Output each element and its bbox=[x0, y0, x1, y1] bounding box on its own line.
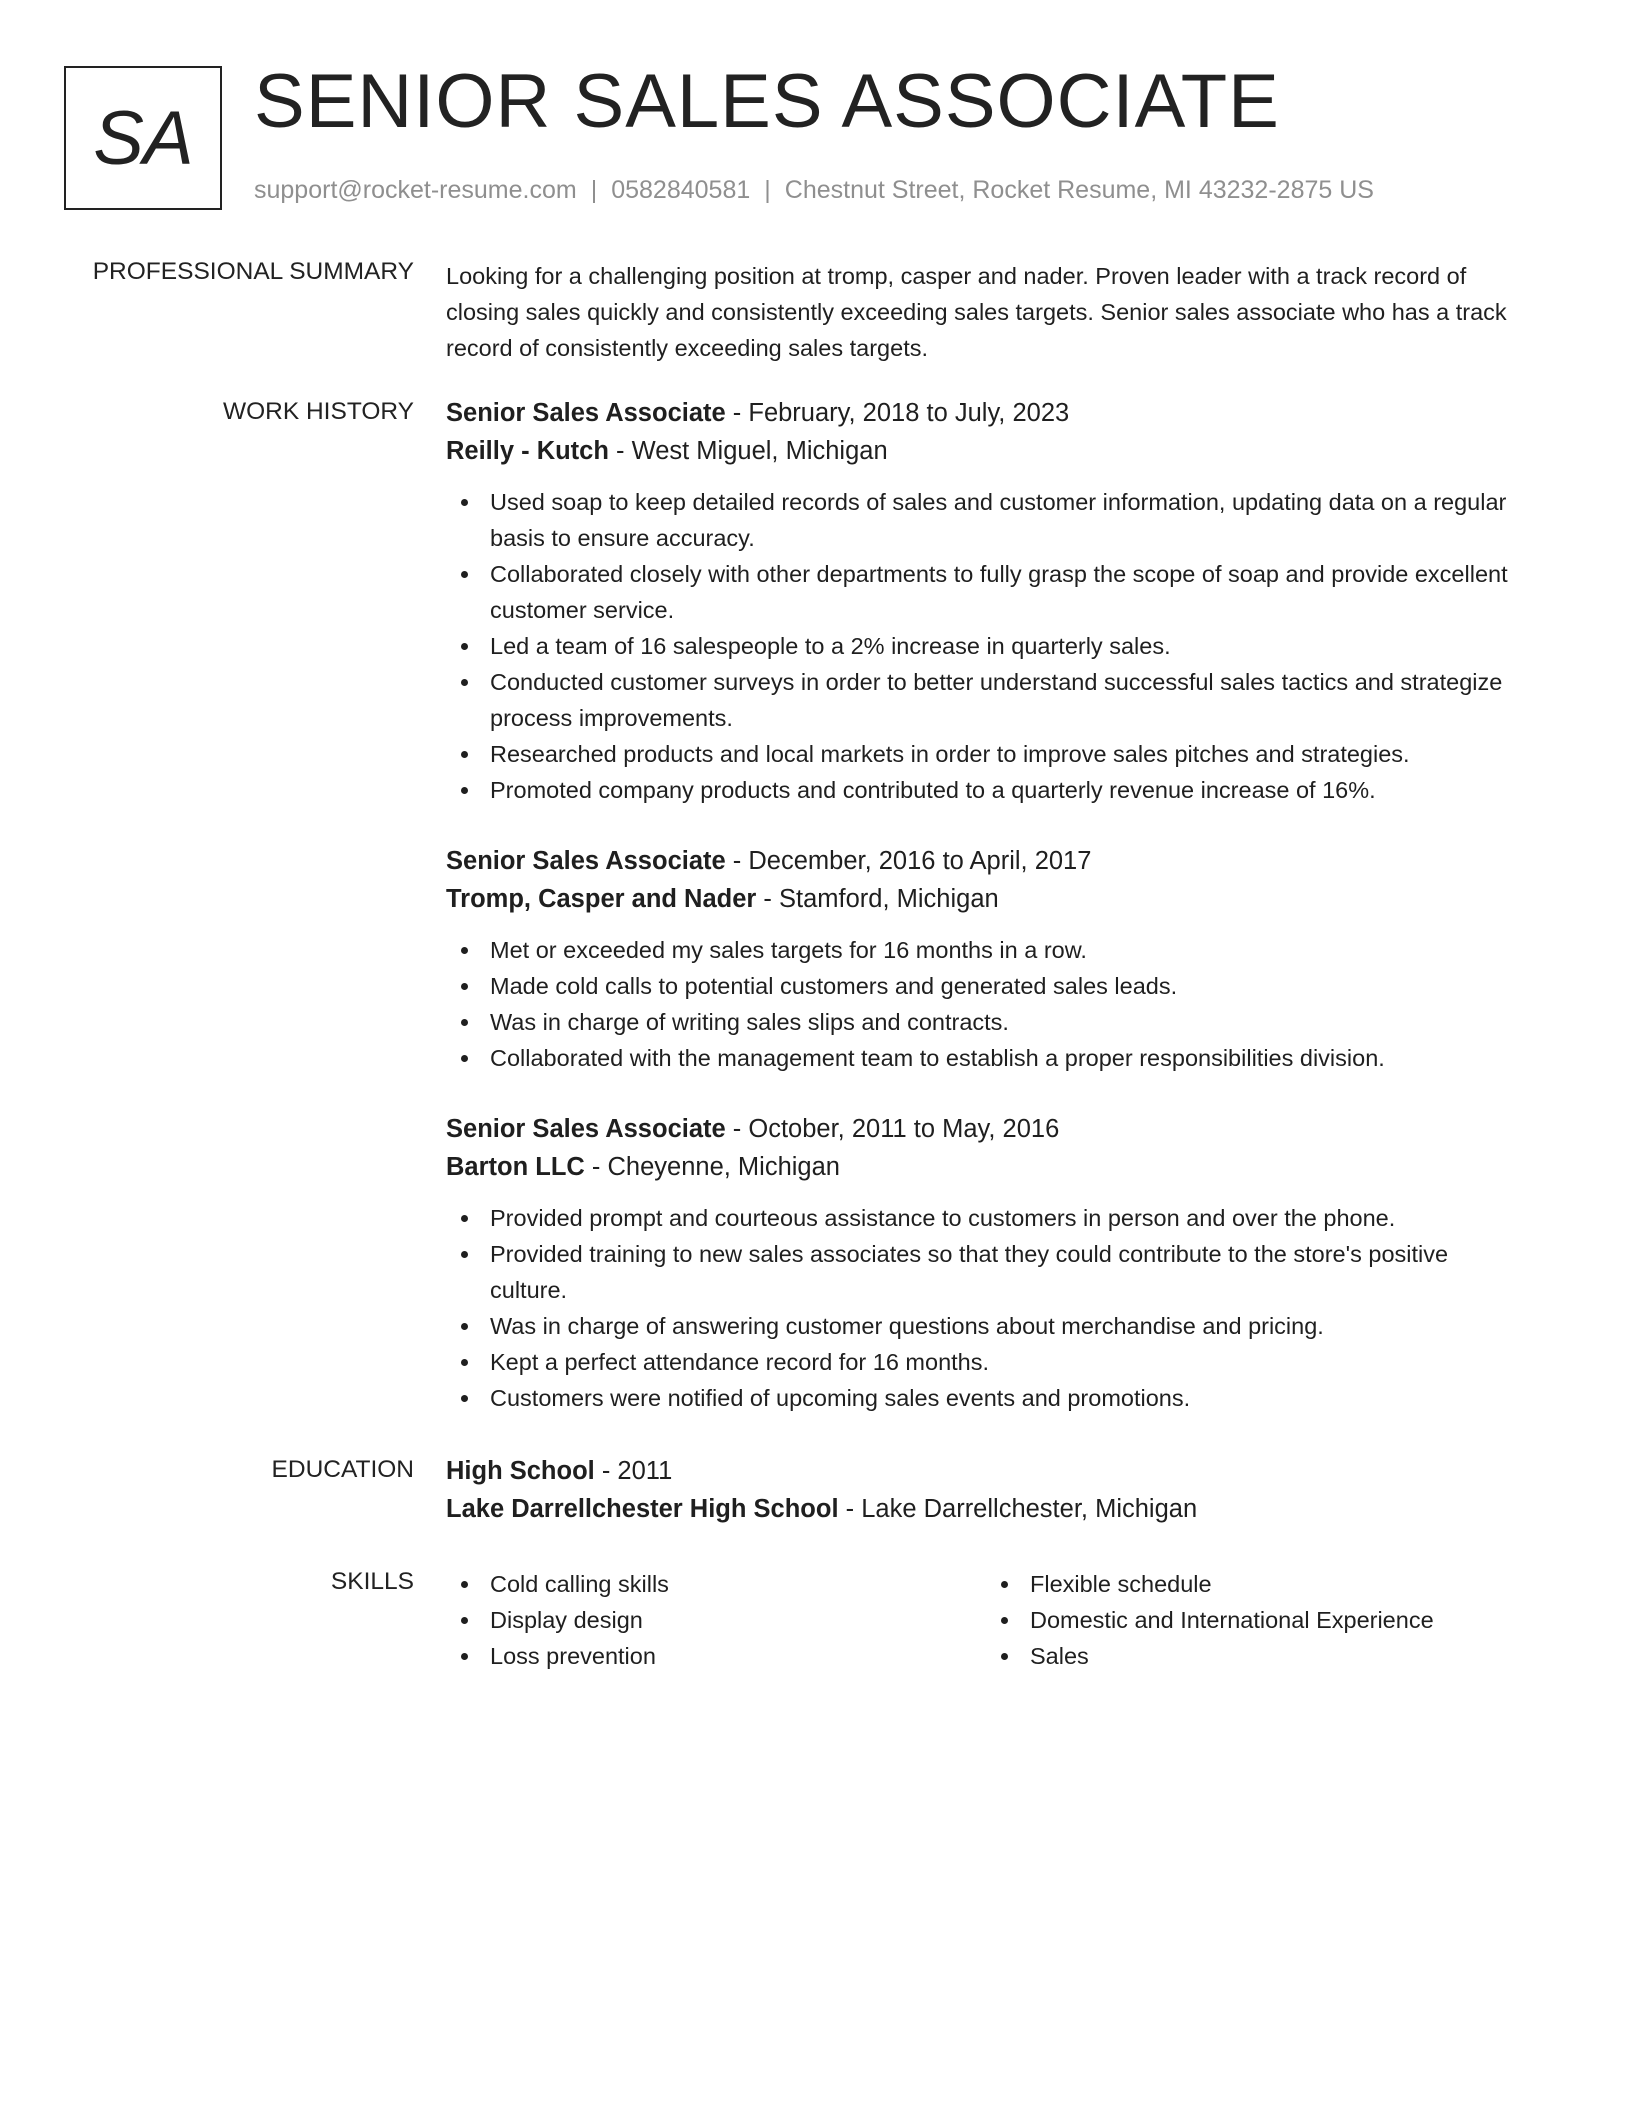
contact-separator: | bbox=[590, 176, 598, 204]
skills-column-left bbox=[446, 1566, 986, 1674]
job-entry bbox=[446, 394, 1526, 808]
skill-item: Loss prevention bbox=[446, 1638, 986, 1674]
job-location: - West Miguel, Michigan bbox=[608, 437, 888, 465]
skill-item: Domestic and International Experience bbox=[986, 1602, 1526, 1638]
job-location: - Cheyenne, Michigan bbox=[584, 1153, 840, 1181]
job-title: Senior Sales Associate bbox=[446, 399, 726, 427]
job-bullets bbox=[446, 484, 1526, 808]
job-title: Senior Sales Associate bbox=[446, 847, 726, 875]
education-degree: High School bbox=[446, 1457, 595, 1485]
skills-grid bbox=[446, 1566, 1526, 1674]
education-school: Lake Darrellchester High School bbox=[446, 1495, 839, 1523]
education-school-line bbox=[446, 1490, 1526, 1528]
section-heading: PROFESSIONAL SUMMARY bbox=[92, 258, 414, 285]
job-bullet: Used soap to keep detailed records of sales and customer information, updating data on a regular basis to ensure accuracy. bbox=[446, 484, 1526, 556]
job-company: Barton LLC bbox=[446, 1153, 585, 1181]
skills-column-right bbox=[986, 1566, 1526, 1674]
job-bullets bbox=[446, 1200, 1526, 1416]
education-degree-line bbox=[446, 1452, 1526, 1490]
job-bullet: Provided training to new sales associates so that they could contribute to the store's positive culture. bbox=[446, 1236, 1526, 1308]
job-bullet: Collaborated with the management team to establish a proper responsibilities division. bbox=[446, 1040, 1526, 1076]
job-title-line bbox=[446, 1110, 1526, 1148]
job-bullet: Promoted company products and contributed to a quarterly revenue increase of 16%. bbox=[446, 772, 1526, 808]
skill-item: Display design bbox=[446, 1602, 986, 1638]
job-entry bbox=[446, 1110, 1526, 1416]
skill-item: Sales bbox=[986, 1638, 1526, 1674]
job-bullet: Provided prompt and courteous assistance to customers in person and over the phone. bbox=[446, 1200, 1526, 1236]
education-year: - 2011 bbox=[594, 1457, 673, 1485]
job-company-line bbox=[446, 880, 1526, 918]
job-bullet: Kept a perfect attendance record for 16 months. bbox=[446, 1344, 1526, 1380]
contact-email: support@rocket-resume.com bbox=[254, 176, 577, 204]
job-title-line bbox=[446, 842, 1526, 880]
section-heading: WORK HISTORY bbox=[222, 398, 414, 425]
job-company: Reilly - Kutch bbox=[446, 437, 609, 465]
job-bullet: Customers were notified of upcoming sales events and promotions. bbox=[446, 1380, 1526, 1416]
contact-address: Chestnut Street, Rocket Resume, MI 43232-2875 US bbox=[784, 176, 1374, 204]
job-company-line bbox=[446, 1148, 1526, 1186]
job-bullet: Collaborated closely with other departments to fully grasp the scope of soap and provide excellent customer service. bbox=[446, 556, 1526, 628]
job-company-line bbox=[446, 432, 1526, 470]
monogram-initials: SA bbox=[93, 95, 193, 181]
contact-line bbox=[254, 176, 1374, 205]
job-bullet: Conducted customer surveys in order to better understand successful sales tactics and strategize process improvements. bbox=[446, 664, 1526, 736]
job-company: Tromp, Casper and Nader bbox=[446, 885, 757, 913]
job-bullet: Was in charge of answering customer questions about merchandise and pricing. bbox=[446, 1308, 1526, 1344]
resume-title: SENIOR SALES ASSOCIATE bbox=[254, 59, 1280, 144]
skill-item: Cold calling skills bbox=[446, 1566, 986, 1602]
job-bullet: Met or exceeded my sales targets for 16 months in a row. bbox=[446, 932, 1526, 968]
job-location: - Stamford, Michigan bbox=[756, 885, 999, 913]
job-bullets bbox=[446, 932, 1526, 1076]
job-dates: - February, 2018 to July, 2023 bbox=[725, 399, 1070, 427]
job-bullet: Was in charge of writing sales slips and contracts. bbox=[446, 1004, 1526, 1040]
job-title: Senior Sales Associate bbox=[446, 1115, 726, 1143]
education-entry bbox=[446, 1452, 1526, 1528]
contact-separator: | bbox=[764, 176, 771, 204]
job-dates: - October, 2011 to May, 2016 bbox=[725, 1115, 1060, 1143]
job-entry bbox=[446, 842, 1526, 1076]
education-location: - Lake Darrellchester, Michigan bbox=[838, 1495, 1198, 1523]
job-bullet: Led a team of 16 salespeople to a 2% increase in quarterly sales. bbox=[446, 628, 1526, 664]
job-title-line bbox=[446, 394, 1526, 432]
section-heading: EDUCATION bbox=[271, 1456, 414, 1483]
skill-item: Flexible schedule bbox=[986, 1566, 1526, 1602]
summary-text: Looking for a challenging position at tromp, casper and nader. Proven leader with a track record of closing sales quickly and consistently exceeding sales targets. Senior sales associate who has a track record of consistently exceeding sales targets. bbox=[446, 263, 1507, 361]
monogram-box bbox=[64, 66, 222, 210]
job-bullet: Made cold calls to potential customers and generated sales leads. bbox=[446, 968, 1526, 1004]
contact-phone: 0582840581 bbox=[611, 176, 751, 204]
job-dates: - December, 2016 to April, 2017 bbox=[725, 847, 1092, 875]
job-bullet: Researched products and local markets in order to improve sales pitches and strategies. bbox=[446, 736, 1526, 772]
section-heading: SKILLS bbox=[330, 1568, 414, 1595]
